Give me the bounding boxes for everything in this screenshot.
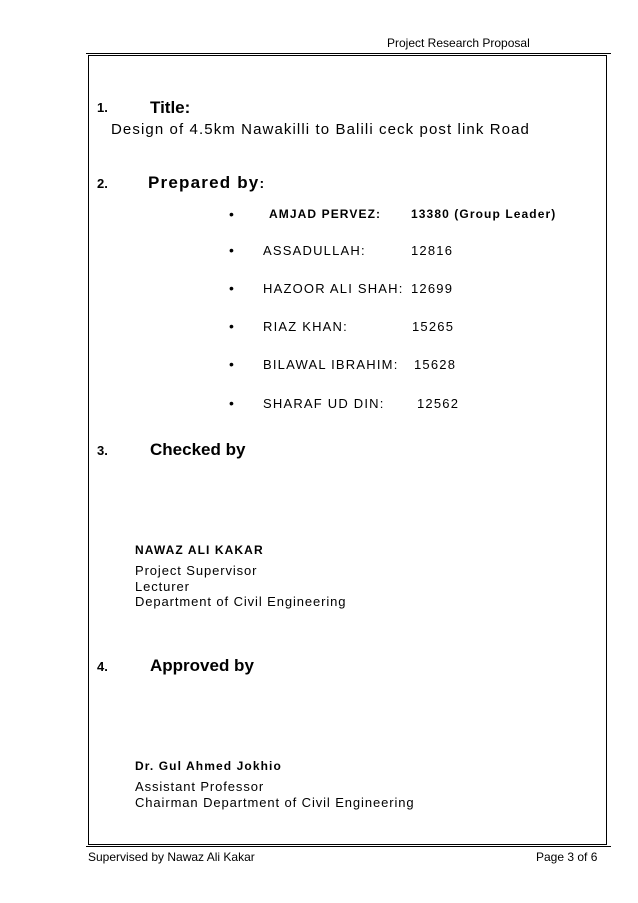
section-2-title-colon: : [259,175,266,191]
page-header-title: Project Research Proposal [387,36,530,50]
member-id: 12699 [411,281,454,296]
checker-designation: Project Supervisor [135,563,258,578]
approver-department: Chairman Department of Civil Engineering [135,795,415,810]
member-id: 12816 [411,243,454,258]
section-1-number: 1. [97,100,108,115]
bullet-icon: • [229,280,234,296]
section-4-number: 4. [97,659,108,674]
member-id: 15265 [412,319,455,334]
section-3-number: 3. [97,443,108,458]
section-1-title: Title: [150,98,191,117]
member-name: ASSADULLAH: [263,243,366,258]
member-id: 15628 [414,357,457,372]
member-name: RIAZ KHAN: [263,319,348,334]
section-4-title: Approved by [150,656,254,675]
member-id: 13380 (Group Leader) [411,207,557,221]
section-3-title: Checked by [150,440,246,459]
bullet-icon: • [229,395,234,411]
checker-department: Department of Civil Engineering [135,594,347,609]
approver-name: Dr. Gul Ahmed Jokhio [135,759,282,773]
section-2-number: 2. [97,176,108,191]
bullet-icon: • [229,206,234,222]
bullet-icon: • [229,242,234,258]
member-name: BILAWAL IBRAHIM: [263,357,399,372]
header-rule [86,53,611,54]
member-id: 12562 [417,396,460,411]
footer-rule [86,846,611,847]
bullet-icon: • [229,356,234,372]
approver-designation: Assistant Professor [135,779,265,794]
footer-supervisor: Supervised by Nawaz Ali Kakar [88,850,255,864]
member-name: HAZOOR ALI SHAH: [263,281,404,296]
member-name: AMJAD PERVEZ: [269,207,382,221]
footer-page-number: Page 3 of 6 [536,850,598,864]
section-2-title-text: Prepared by [148,173,260,192]
member-name: SHARAF UD DIN: [263,396,385,411]
bullet-icon: • [229,318,234,334]
section-2-title [148,173,265,193]
checker-position: Lecturer [135,579,190,594]
checker-name: NAWAZ ALI KAKAR [135,543,264,557]
project-title: Design of 4.5km Nawakilli to Balili ceck post link Road [111,121,530,138]
